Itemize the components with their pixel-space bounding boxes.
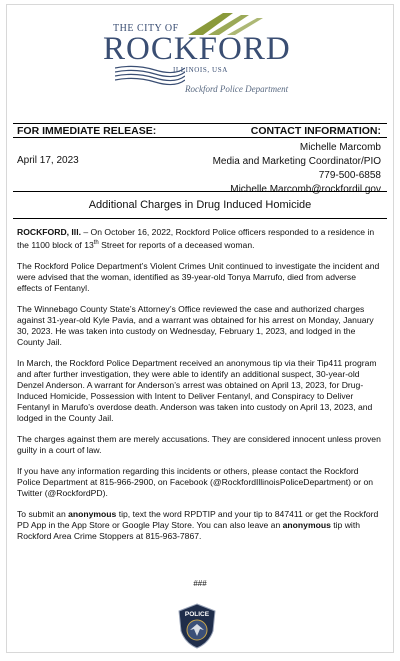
dateline: ROCKFORD, Ill. <box>17 227 81 237</box>
contact-title: Media and Marketing Coordinator/PIO <box>212 156 381 167</box>
contact-label: CONTACT INFORMATION: <box>250 125 381 137</box>
logo-department: Rockford Police Department <box>185 84 289 94</box>
release-title: Additional Charges in Drug Induced Homicide <box>88 199 312 211</box>
paragraph-1: ROCKFORD, Ill. – On October 16, 2022, Rockford Police officers responded to a residence in the 1100 block of 13th Street for reports of a deceased woman. <box>17 227 375 250</box>
logo-city-name: ROCKFORD <box>103 31 291 67</box>
press-release-page <box>6 4 394 653</box>
end-mark: ### <box>193 579 207 588</box>
logo-state: ILLINOIS, USA <box>173 66 228 74</box>
paragraph-7: To submit an anonymous tip, text the word RPDTIP and your tip to 847411 or get the Rockford PD App in the App Store or Google Play Store. You can also leave an anonymous tip with Rockford Area Crime Stoppers at 815-963-7867. <box>17 508 379 541</box>
city-logo <box>103 9 313 105</box>
contact-block <box>213 141 381 197</box>
logo-waves-icon <box>115 64 185 86</box>
paragraph-5: The charges against them are merely accusations. They are considered innocent unless proven guilty in a court of law. <box>17 433 381 455</box>
header-rule-mid <box>13 137 387 138</box>
contact-name: Michelle Marcomb <box>299 142 381 153</box>
release-label: FOR IMMEDIATE RELEASE: <box>17 125 157 137</box>
contact-email: Michelle.Marcomb@rockfordil.gov <box>230 184 381 195</box>
paragraph-2: The Rockford Police Department’s Violent Crimes Unit continued to investigate the incident and were advised that the woman, identified as 39-year-old Tonya Marrufo, died from adverse effects of Fentanyl. <box>17 260 380 293</box>
badge-text: POLICE <box>184 611 210 618</box>
paragraph-4: In March, the Rockford Police Department received an anonymous tip via their Tip411 program and after further investigation, they were able to identify an additional suspect, 30-year-old Denzel Anderson. A warrant for Anderson’s arrest was obtained on April 13, 2023, for Drug-Induced Homicide, Possession with Intent to Deliver Fentanyl, and Conspiracy to Deliver Fentanyl in Marufo’s overdose death. Anderson was taken into custody on April 13, 2023, and lodged in the County Jail. <box>17 357 377 423</box>
contact-phone: 779-500-6858 <box>318 170 381 181</box>
paragraph-6: If you have any information regarding this incidents or others, please contact the Rockford Police Department at 815-966-2900, on Facebook (@RockfordIllinoisPoliceDepartment) or on Twitter (@RockfordPD). <box>17 465 373 498</box>
header-rule-top <box>13 123 387 124</box>
logo-city-prefix: THE CITY OF <box>113 23 179 34</box>
police-badge-icon <box>177 603 217 649</box>
release-title-box <box>13 191 387 219</box>
release-date: April 17, 2023 <box>17 155 79 166</box>
paragraph-3: The Winnebago County State’s Attorney’s Office reviewed the case and authorized charges against 31-year-old Kyle Pavia, and a warrant was obtained for his arrest on Monday, January 30, 2023. He was taken into custody on Wednesday, February 1, 2023, and lodged in the County Jail. <box>17 303 374 347</box>
release-body <box>17 227 383 552</box>
